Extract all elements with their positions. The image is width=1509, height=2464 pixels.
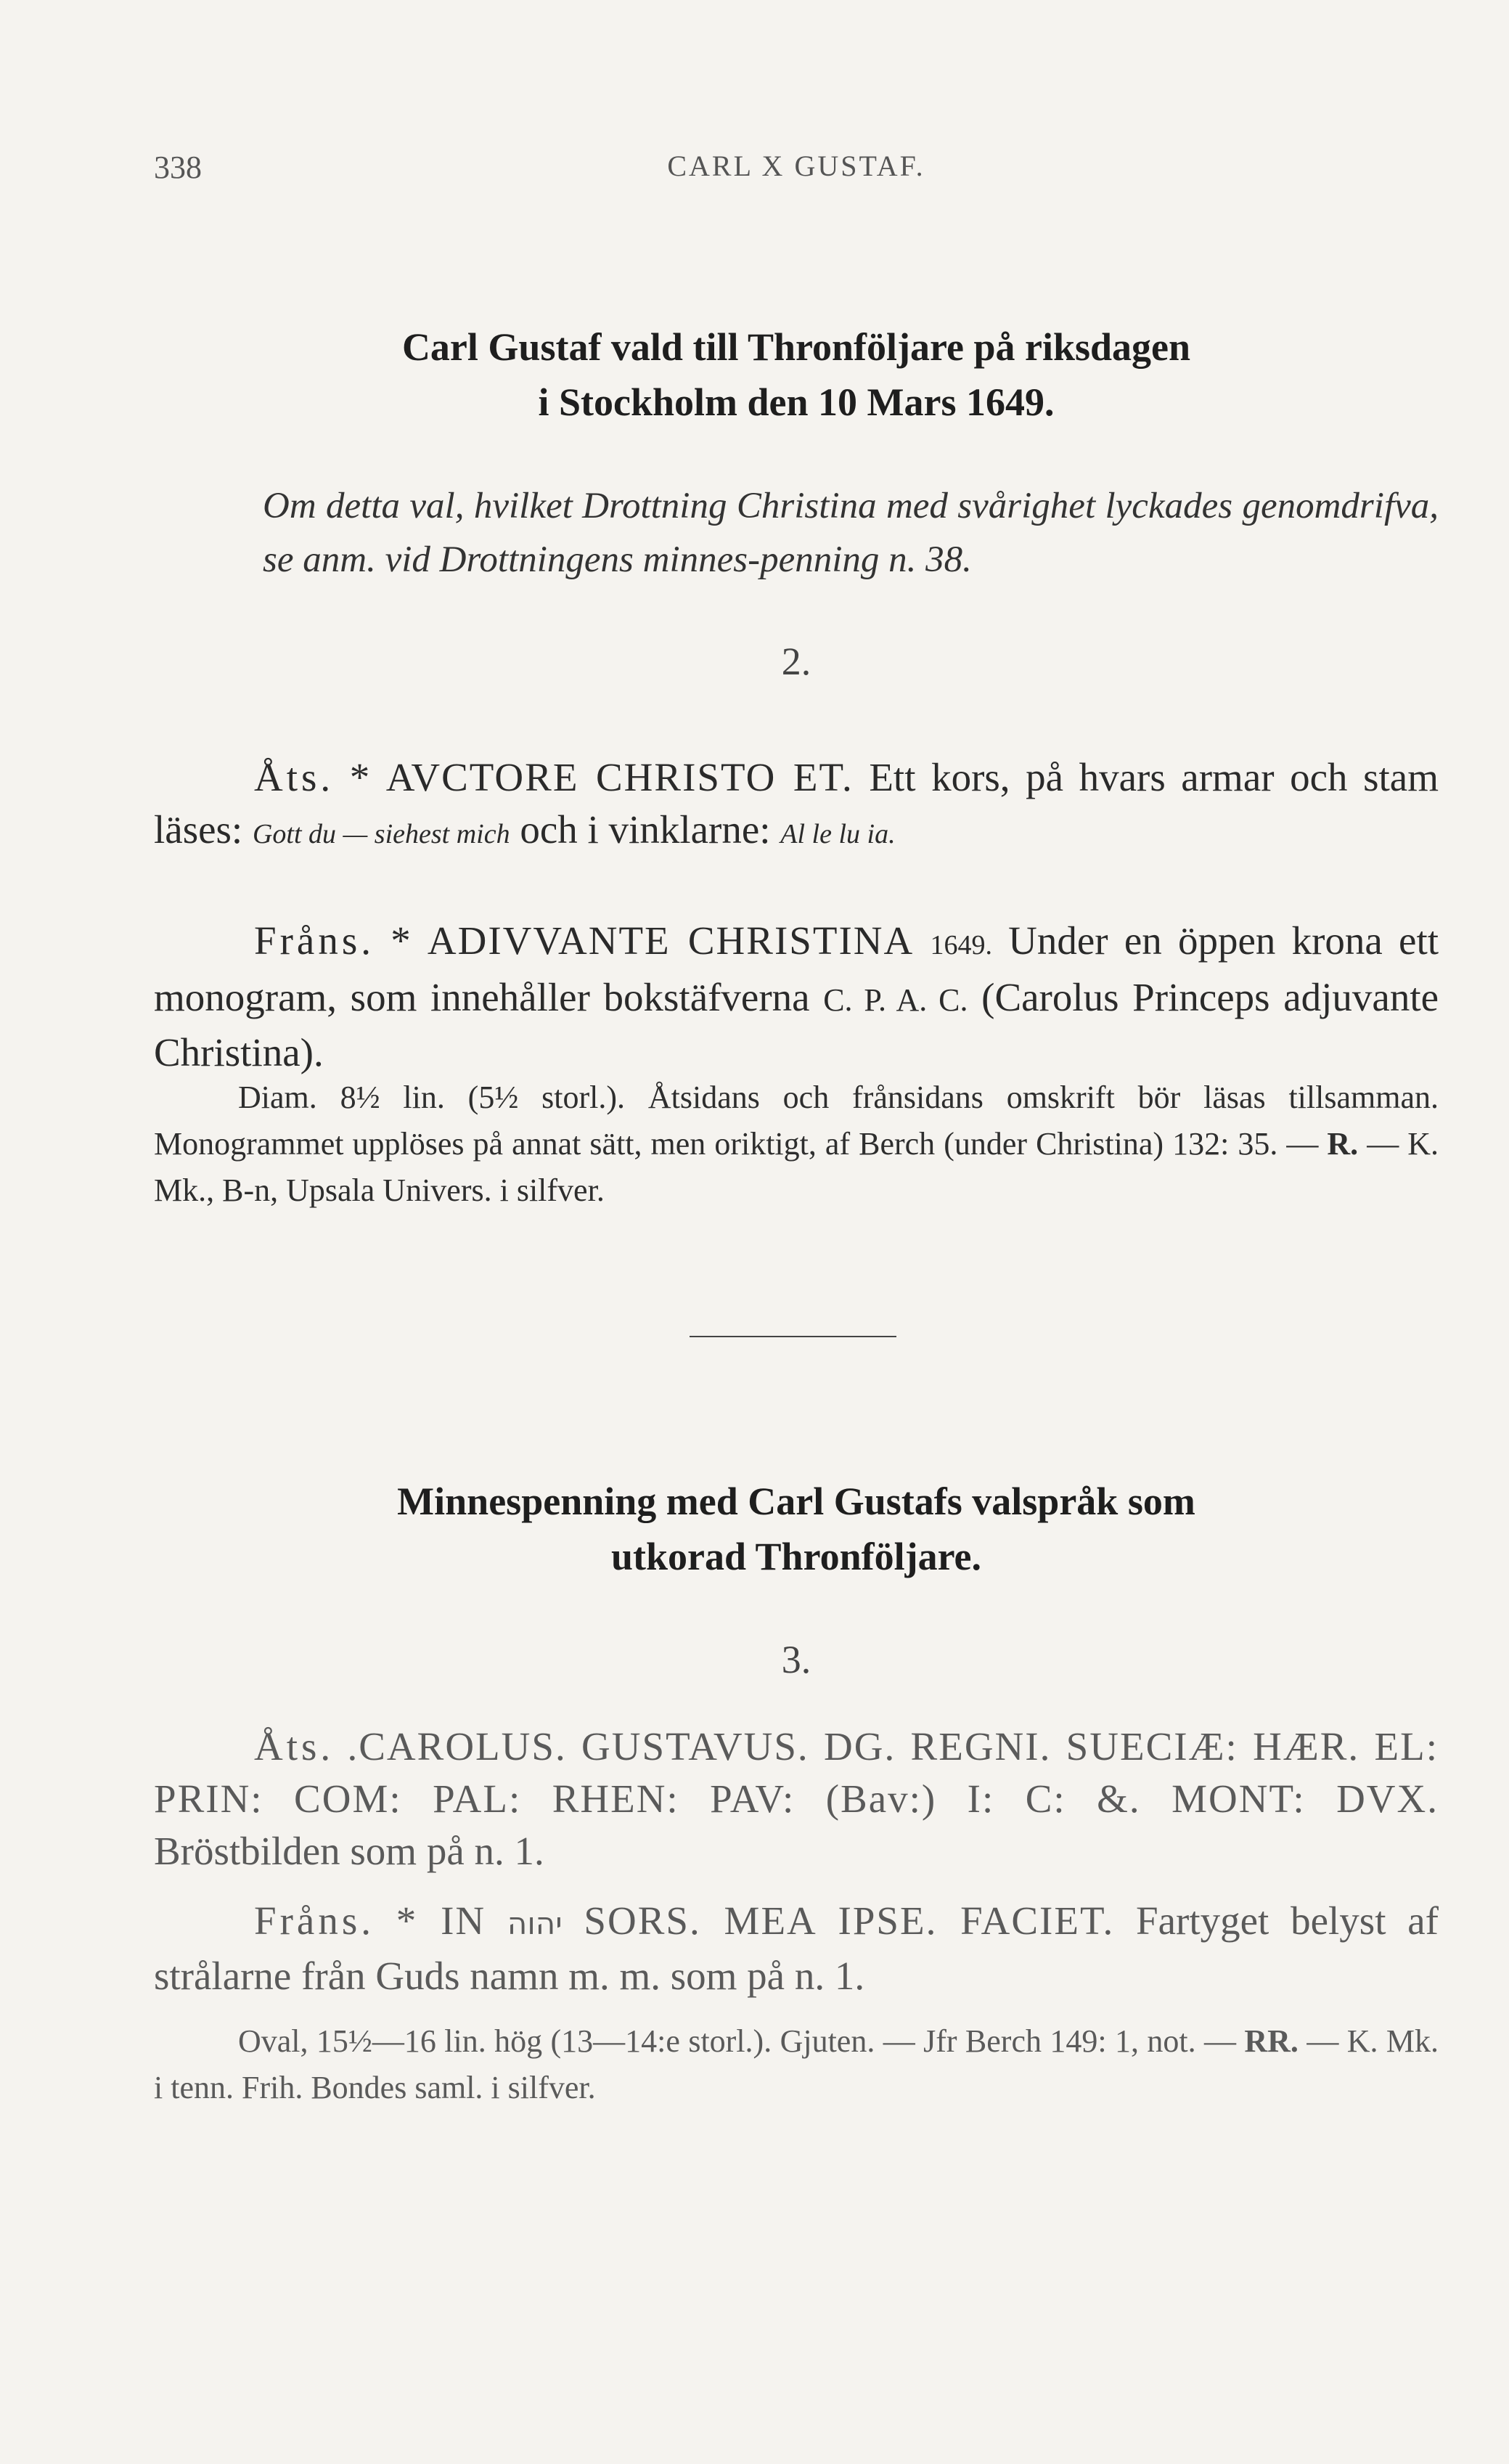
reverse-year: 1649. (930, 930, 992, 960)
obverse-label-2: Åts. (254, 1724, 335, 1769)
section-1-fine-print (154, 1074, 1439, 1214)
running-head (154, 149, 1439, 200)
section-1-note (154, 479, 1439, 587)
obverse-description-a: Ett kors, på hvars armar och stam läses: (154, 755, 1439, 852)
obverse-description-b: och i vinklarne: (520, 807, 771, 852)
section-2-fine-b: — K. Mk. i tenn. Frih. Bondes saml. i silfver. (154, 2023, 1439, 2105)
reverse-letters: C. P. A. C. (823, 982, 968, 1018)
reverse-legend-2b: SORS. MEA IPSE. FACIET. (584, 1898, 1115, 1943)
section-1-number: 2. (781, 640, 811, 683)
reverse-label-2: Fråns. (254, 1898, 375, 1943)
section-2-notes (154, 2018, 1439, 2111)
obverse-motto-b: Al le lu ia. (780, 819, 896, 849)
section-2-number-block (154, 1637, 1439, 1682)
section-2-heading (154, 1474, 1439, 1584)
section-2-reverse-paragraph (154, 1895, 1439, 2002)
reverse-hebrew-name: יהוה (507, 1906, 563, 1941)
reverse-legend-2a: * IN (396, 1898, 486, 1943)
section-2-rarity: RR. (1244, 2023, 1299, 2059)
obverse-label: Åts. (254, 755, 335, 799)
section-1-note-text: Om detta val, hvilket Drottning Christina med svårighet lyckades genomdrifva, se anm. vid Drottningens minnes-penning n. 38. (263, 486, 1439, 580)
section-1-obverse (154, 751, 1439, 860)
section-1-number-block (154, 639, 1439, 684)
section-1-fine-a: Diam. 8½ lin. (5½ storl.). Åtsidans och frånsidans omskrift bör läsas tillsamman. Monogrammet upplöses på annat sätt, men oriktigt, af Berch (under Christina) 132: 35. — (154, 1080, 1439, 1162)
reverse-expansion: (Carolus Princeps adjuvante Christina). (154, 975, 1439, 1074)
section-2-fine-a: Oval, 15½—16 lin. hög (13—14:e storl.). Gjuten. — Jfr Berch 149: 1, not. — (238, 2023, 1236, 2059)
section-2-heading-line-2: utkorad Thronföljare. (610, 1535, 982, 1578)
section-1-fine-b: — K. Mk., B-n, Upsala Univers. i silfver. (154, 1126, 1439, 1208)
section-1-heading (154, 319, 1439, 430)
section-2-heading-line-1: Minnespenning med Carl Gustafs valspråk som (397, 1480, 1195, 1523)
reverse-description: Under en öppen krona ett monogram, som innehåller bokstäfverna (154, 918, 1439, 1019)
section-1-reverse (154, 915, 1439, 1079)
section-1-heading-line-2: i Stockholm den 10 Mars 1649. (538, 380, 1055, 424)
section-1-reverse-paragraph (154, 915, 1439, 1079)
section-2-obverse (154, 1721, 1439, 1877)
section-divider (690, 1336, 896, 1337)
section-2-reverse (154, 1895, 1439, 2002)
section-1-rarity: R. (1327, 1126, 1359, 1162)
running-title: CARL X GUSTAF. (667, 150, 925, 182)
obverse-motto-a: Gott du — siehest mich (252, 819, 510, 849)
section-2-fine-print (154, 2018, 1439, 2111)
reverse-description-2: Fartyget belyst af strålarne från Guds namn m. m. som på n. 1. (154, 1898, 1439, 1998)
reverse-legend: * ADIVVANTE CHRISTINA (390, 918, 915, 963)
obverse-legend-2: .CAROLUS. GUSTAVUS. DG. REGNI. SUECIÆ: HÆR. EL: PRIN: COM: PAL: RHEN: PAV: (Bav:) I: C: &. MONT: DVX. (154, 1724, 1439, 1821)
obverse-description-2: Bröstbilden som på n. 1. (154, 1829, 544, 1873)
page-number: 338 (154, 150, 202, 185)
section-1-obverse-paragraph (154, 751, 1439, 860)
reverse-label: Fråns. (254, 918, 375, 963)
section-2-number: 3. (781, 1638, 811, 1681)
section-2-obverse-paragraph (154, 1721, 1439, 1877)
section-1-heading-line-1: Carl Gustaf vald till Thronföljare på riksdagen (401, 325, 1191, 369)
section-1-notes (154, 1074, 1439, 1214)
obverse-legend: * AVCTORE CHRISTO ET. (349, 755, 854, 799)
